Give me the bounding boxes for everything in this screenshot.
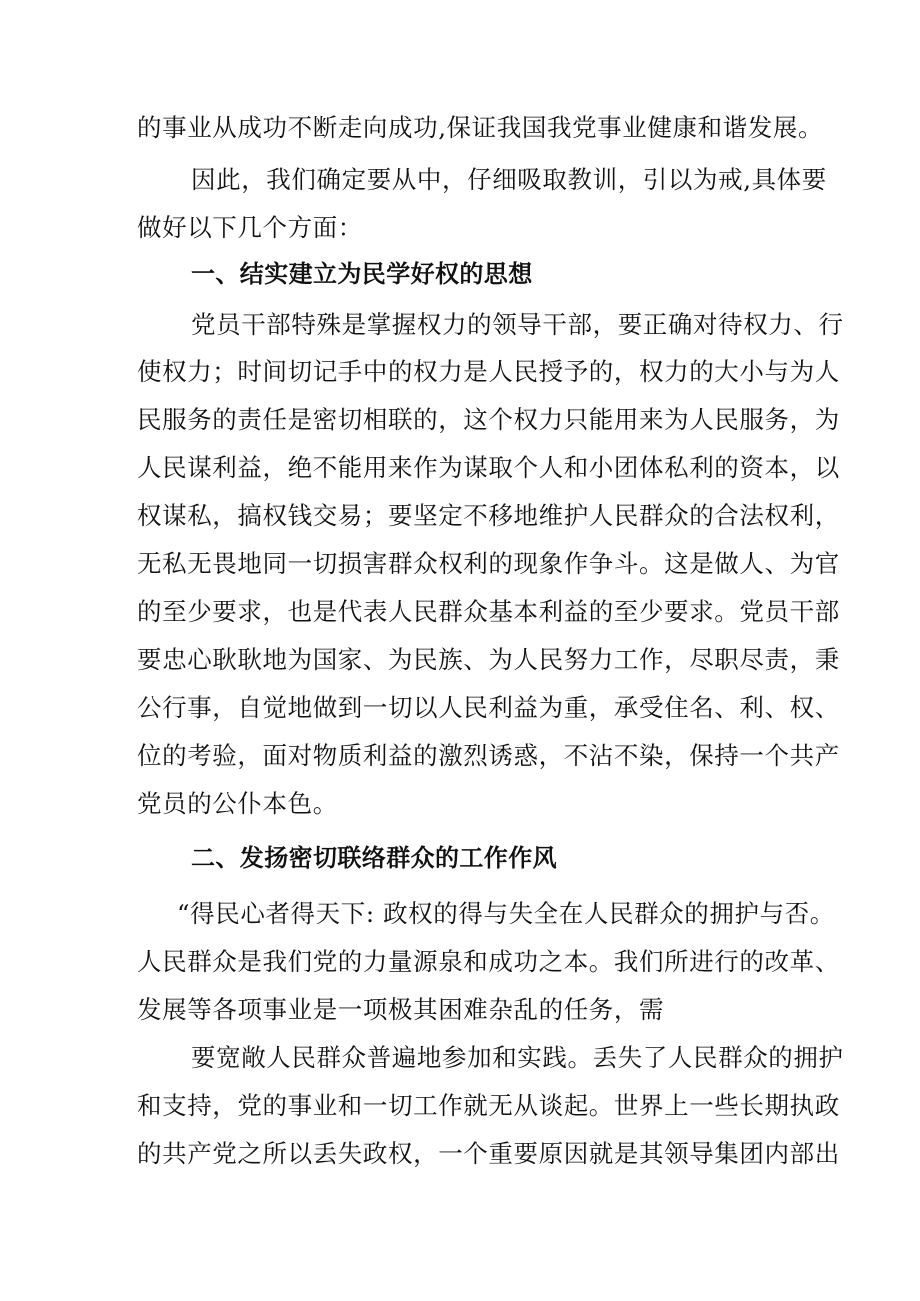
section-heading-1: 一、结实建立为民学好权的思想 (191, 260, 533, 288)
body-text-line: 公行事，自觉地做到一切以人民利益为重，承受住名、利、权、 (137, 693, 840, 722)
paragraph-first-line: 要宽敞人民群众普遍地参加和实践。丢失了人民群众的拥护 (191, 1043, 844, 1072)
body-text-line: 权谋私，搞权钱交易；要坚定不移地维护人民群众的合法权利， (137, 501, 840, 530)
body-text-line: 党员的公仆本色。 (137, 789, 338, 818)
body-text-line: 民服务的责任是密切相联的，这个权力只能用来为人民服务，为 (137, 405, 840, 434)
body-text-line: 的至少要求，也是代表人民群众基本利益的至少要求。党员干部 (137, 597, 840, 626)
body-text-line: 做好以下几个方面： (137, 213, 363, 242)
section-heading-2: 二、发扬密切联络群众的工作作风 (191, 844, 557, 872)
body-text-line: 和支持，党的事业和一切工作就无从谈起。世界上一些长期执政 (137, 1091, 840, 1120)
body-text-line: 使权力；时间切记手中的权力是人民授予的，权力的大小与为人 (137, 357, 840, 386)
body-text-line: 发展等各项事业是一项极其困难杂乱的任务，需 (137, 995, 665, 1024)
paragraph-first-line: 因此，我们确定要从中，仔细吸取教训，引以为戒,具体要 (191, 165, 827, 194)
body-text-line: 要忠心耿耿地为国家、为民族、为人民努力工作，尽职尽责，秉 (137, 645, 840, 674)
body-text-line: 无私无畏地同一切损害群众权利的现象作争斗。这是做人、为官 (137, 549, 840, 578)
body-text-line: 的事业从成功不断走向成功,保证我国我党事业健康和谐发展。 (137, 113, 824, 142)
paragraph-first-line: 党员干部特殊是掌握权力的领导干部，要正确对待权力、行 (191, 310, 844, 339)
body-text-line: 人民谋利益，绝不能用来作为谋取个人和小团体私利的资本，以 (137, 453, 840, 482)
paragraph-first-line: “得民心者得天下: 政权的得与失全在人民群众的拥护与否。 (177, 899, 835, 928)
body-text-line: 的共产党之所以丢失政权，一个重要原因就是其领导集团内部出 (137, 1139, 840, 1168)
body-text-line: 人民群众是我们党的力量源泉和成功之本。我们所进行的改革、 (137, 947, 840, 976)
body-text-line: 位的考验，面对物质利益的激烈诱惑，不沾不染，保持一个共产 (137, 741, 840, 770)
